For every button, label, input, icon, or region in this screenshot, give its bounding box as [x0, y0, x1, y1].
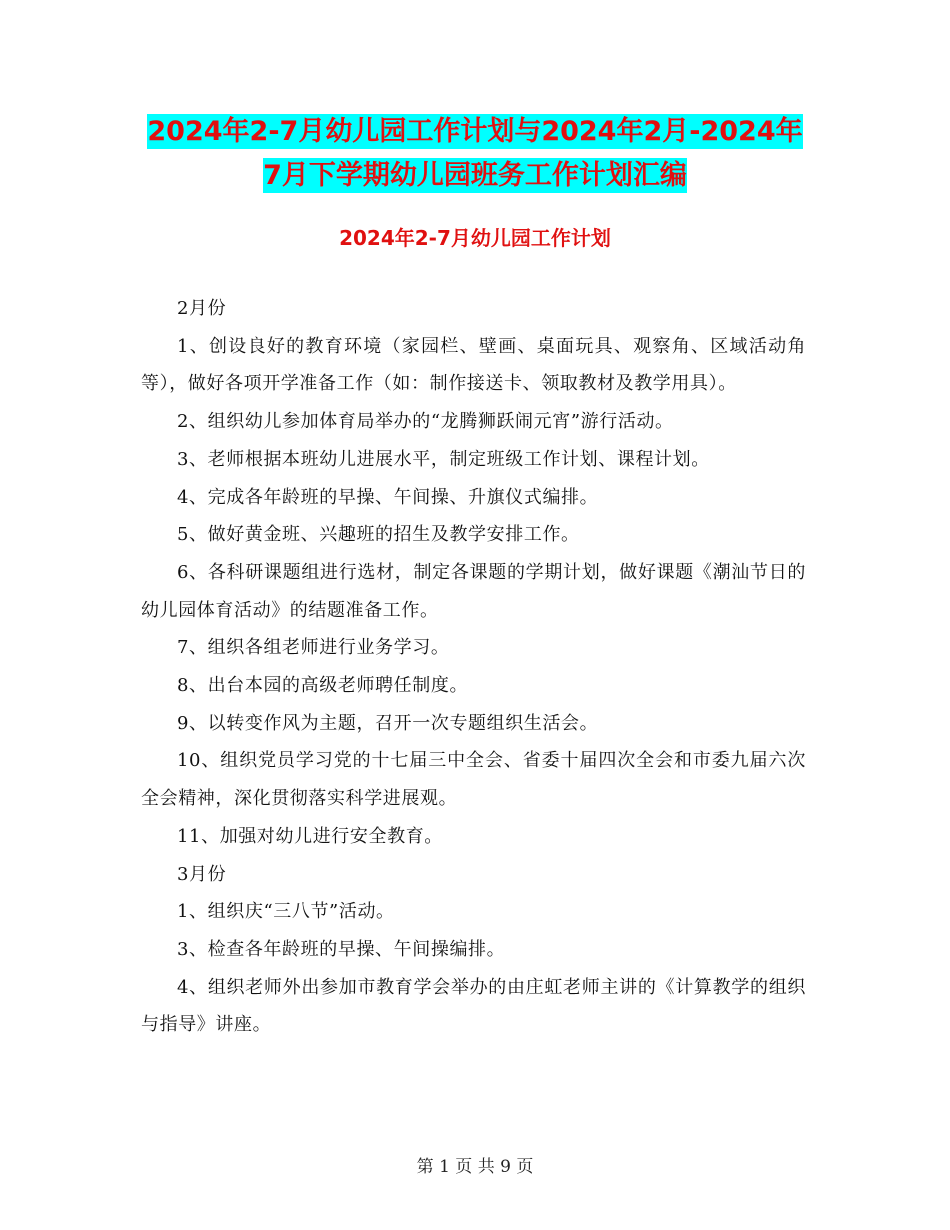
document-title-line-1: 2024年2-7月幼儿园工作计划与2024年2月-2024年: [147, 116, 803, 147]
paragraph: 4、完成各年龄班的早操、午间操、升旗仪式编排。: [177, 486, 599, 508]
paragraph: 6、各科研课题组进行选材，制定各课题的学期计划，做好课题《潮汕节日的幼儿园体育活动》的结题准备工作。: [141, 561, 806, 621]
section-title: 2024年2-7月幼儿园工作计划: [339, 226, 611, 250]
paragraph: 3、检查各年龄班的早操、午间操编排。: [177, 938, 506, 960]
paragraph: 11、加强对幼儿进行安全教育。: [177, 825, 443, 847]
paragraph: 1、组织庆“三八节”活动。: [177, 901, 395, 923]
paragraph: 3月份: [177, 863, 227, 885]
document-title-line-2: 7月下学期幼儿园班务工作计划汇编: [263, 160, 687, 191]
paragraph: 10、组织党员学习党的十七届三中全会、省委十届四次全会和市委九届六次全会精神，深化贯彻落实科学进展观。: [141, 750, 806, 810]
paragraph: 8、出台本园的高级老师聘任制度。: [177, 675, 469, 697]
document-title: [130, 110, 820, 198]
paragraph: 2、组织幼儿参加体育局举办的“龙腾狮跃闹元宵”游行活动。: [177, 411, 674, 433]
paragraph: 2月份: [177, 298, 227, 319]
paragraph: 5、做好黄金班、兴趣班的招生及教学安排工作。: [177, 524, 580, 546]
document-body: [141, 290, 806, 1044]
paragraph: 7、组织各组老师进行业务学习。: [177, 637, 450, 659]
paragraph: 9、以转变作风为主题，召开一次专题组织生活会。: [177, 712, 599, 734]
paragraph: 3、老师根据本班幼儿进展水平，制定班级工作计划、课程计划。: [177, 448, 710, 470]
paragraph: 1、创设良好的教育环境（家园栏、壁画、桌面玩具、观察角、区域活动角等），做好各项开学准备工作（如：制作接送卡、领取教材及教学用具）。: [141, 335, 806, 395]
page-footer: 第 1 页 共 9 页: [416, 1157, 534, 1177]
paragraph: 4、组织老师外出参加市教育学会举办的由庄虹老师主讲的《计算教学的组织与指导》讲座。: [141, 976, 806, 1036]
